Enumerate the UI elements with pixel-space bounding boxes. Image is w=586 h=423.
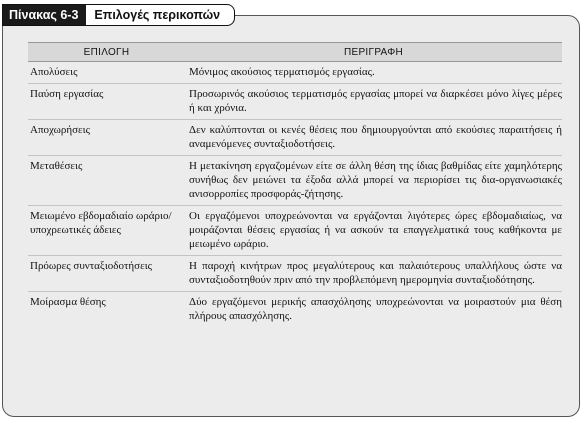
header-option: ΕΠΙΛΟΓΗ xyxy=(28,43,185,62)
row-option: Παύση εργασίας xyxy=(28,84,185,120)
table-header-row xyxy=(28,43,562,62)
header-description: ΠΕΡΙΓΡΑΦΗ xyxy=(185,43,562,62)
table-row xyxy=(28,62,562,84)
row-description: Προσωρινός ακούσιος τερματισμός εργασίας μπορεί να διαρκέσει μόνο λίγες μέρες ή και χρόνια. xyxy=(185,84,562,120)
row-description: Δύο εργαζόμενοι μερικής απασχόλησης υποχρεώνονται να μοιραστούν μια θέση πλήρους απασχόλησης. xyxy=(189,296,562,322)
table-row xyxy=(28,120,562,156)
row-option: Αποχωρήσεις xyxy=(28,120,185,156)
table-title: Επιλογές περικοπών xyxy=(94,8,221,22)
options-table xyxy=(28,42,562,327)
table-row xyxy=(28,256,562,292)
row-description: Δεν καλύπτονται οι κενές θέσεις που δημιουργούνται από εκούσιες παραιτήσεις ή αναμενόμενες συνταξιοδοτήσεις. xyxy=(185,120,562,156)
row-description: Η μετακίνηση εργαζομένων είτε σε άλλη θέση της ίδιας βαθμίδας είτε χαμηλότερης συνήθως δεν μειώνει τα έξοδα αλλά μπορεί να περιορίσει τις δια-οργανωσιακές ανισορροπίες προσφοράς-ζήτησης. xyxy=(185,156,562,206)
row-description: Οι εργαζόμενοι υποχρεώνονται να εργάζονται λιγότερες ώρες εβδομαδιαίως, να μοιράζονται θέσεις εργασίας ή να ασκούν τα επαγγελματικά τους καθήκοντα με μειωμένο ωράριο. xyxy=(185,206,562,256)
row-option: Πρόωρες συνταξιοδοτήσεις xyxy=(28,256,185,292)
table-caption xyxy=(2,4,235,26)
table-row xyxy=(28,84,562,120)
row-option: Μοίρασμα θέσης xyxy=(30,296,106,308)
table-row xyxy=(28,206,562,256)
table-row xyxy=(28,156,562,206)
row-description: Η παροχή κινήτρων προς μεγαλύτερους και παλαιότερους υπαλλήλους ώστε να συνταξιοδοτηθούν πριν από την προβλεπόμενη ημερομηνία συνταξιοδότησης. xyxy=(185,256,562,292)
row-option: Μεταθέσεις xyxy=(28,156,185,206)
row-option: Απολύσεις xyxy=(28,62,185,84)
row-description: Μόνιμος ακούσιος τερματισμός εργασίας. xyxy=(185,62,562,84)
table-row xyxy=(28,292,562,328)
table-number: Πίνακας 6-3 xyxy=(3,5,86,25)
row-option: Μειωμένο εβδομαδιαίο ωράριο/υποχρεωτικές άδειες xyxy=(28,206,185,256)
